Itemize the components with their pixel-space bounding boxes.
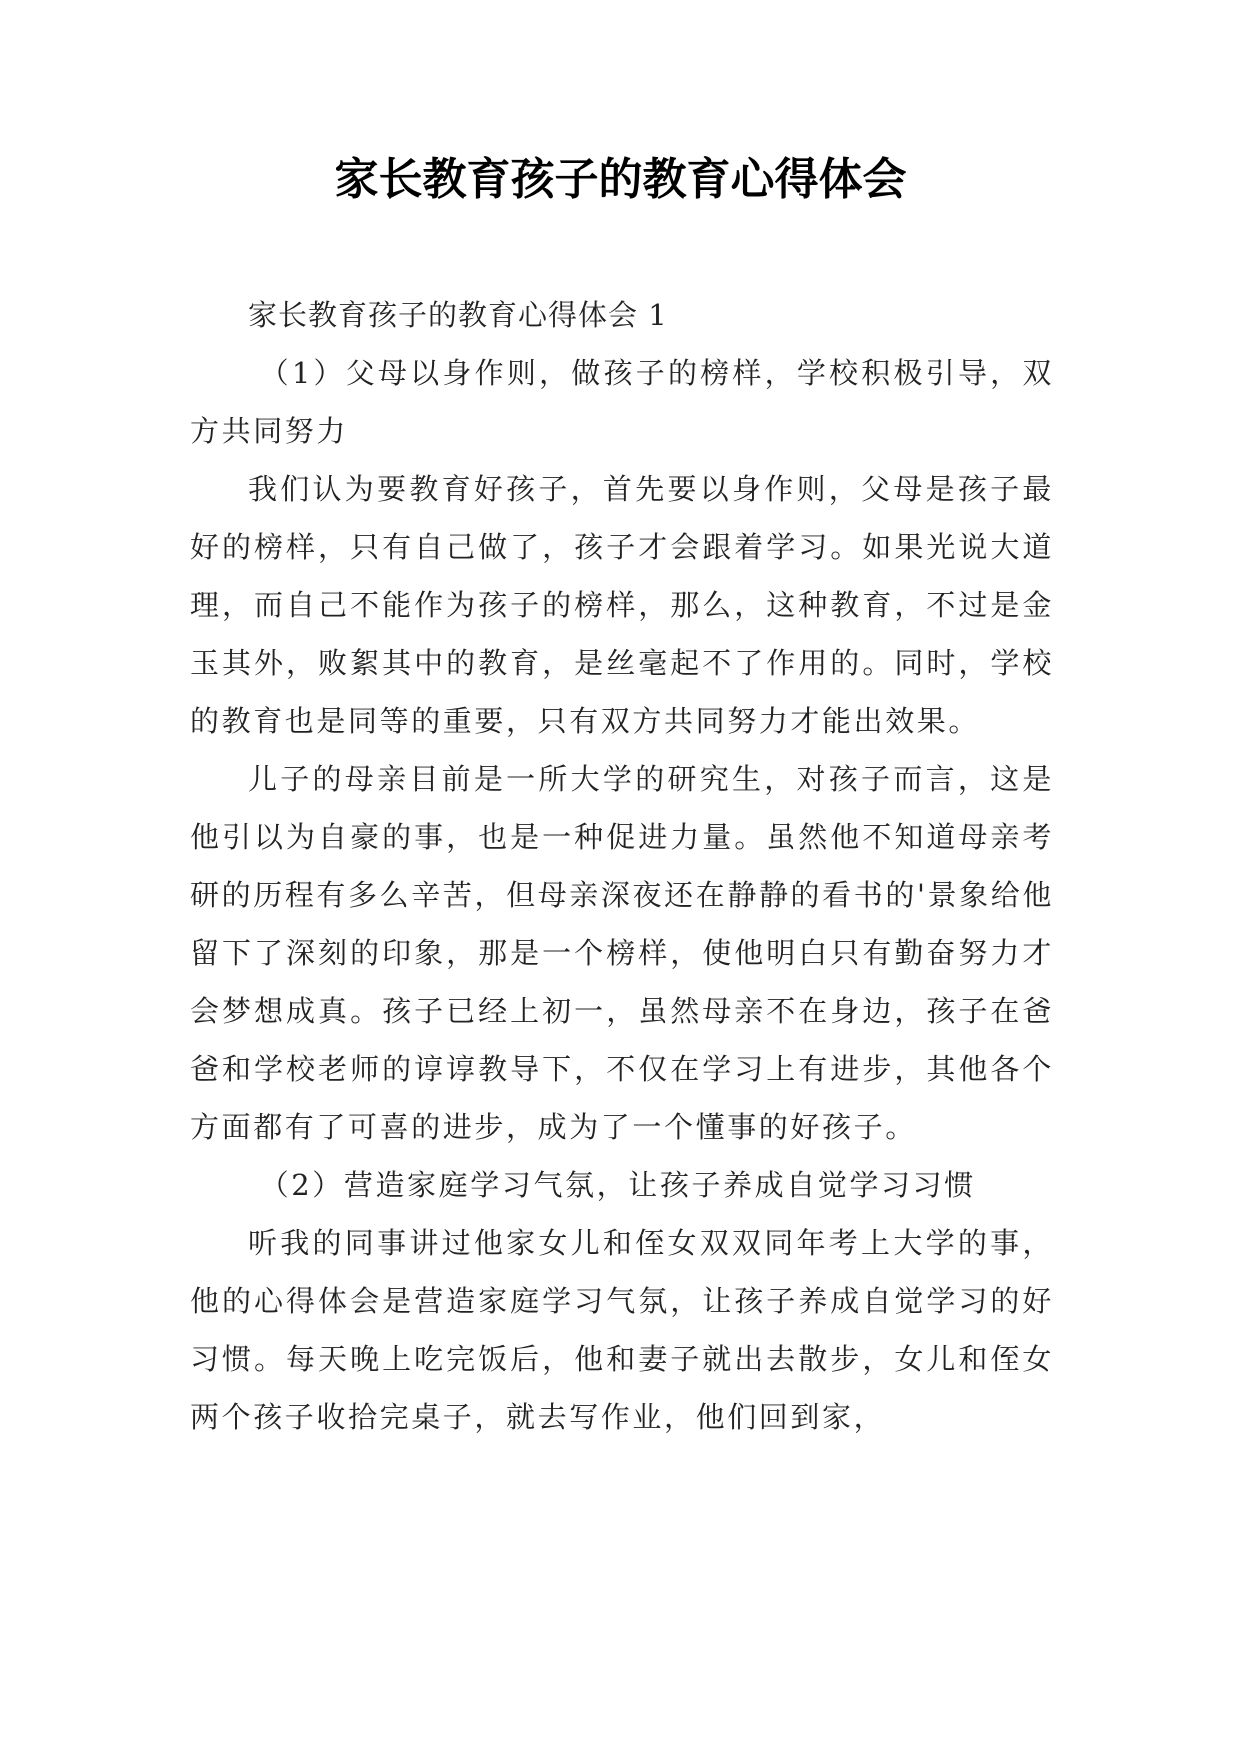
section-heading-2: （2）营造家庭学习气氛，让孩子养成自觉学习习惯 bbox=[259, 1168, 976, 1202]
section-heading-1: （1）父母以身作则，做孩子的榜样，学校积极引导，双方共同努力 bbox=[190, 356, 1054, 448]
body-paragraph: 儿子的母亲目前是一所大学的研究生，对孩子而言，这是他引以为自豪的事，也是一种促进力量。虽然他不知道母亲考研的历程有多么辛苦，但母亲深夜还在静静的看书的'景象给他留下了深刻的印象，那是一个榜样，使他明白只有勤奋努力才会梦想成真。孩子已经上初一，虽然母亲不在身边，孩子在爸爸和学校老师的谆谆教导下，不仅在学习上有进步，其他各个方面都有了可喜的进步，成为了一个懂事的好孩子。 bbox=[190, 762, 1054, 1144]
document-title: 家长教育孩子的教育心得体会 bbox=[334, 154, 907, 205]
document-body bbox=[190, 286, 1054, 1446]
body-paragraph: 听我的同事讲过他家女儿和侄女双双同年考上大学的事，他的心得体会是营造家庭学习气氛，让孩子养成自觉学习的好习惯。每天晚上吃完饭后，他和妻子就出去散步，女儿和侄女两个孩子收拾完桌子，就去写作业，他们回到家， bbox=[190, 1226, 1054, 1434]
section-subtitle: 家长教育孩子的教育心得体会 1 bbox=[248, 298, 668, 332]
body-paragraph: 我们认为要教育好孩子，首先要以身作则，父母是孩子最好的榜样，只有自己做了，孩子才会跟着学习。如果光说大道理，而自己不能作为孩子的榜样，那么，这种教育，不过是金玉其外，败絮其中的教育，是丝毫起不了作用的。同时，学校的教育也是同等的重要，只有双方共同努力才能出效果。 bbox=[190, 472, 1054, 738]
